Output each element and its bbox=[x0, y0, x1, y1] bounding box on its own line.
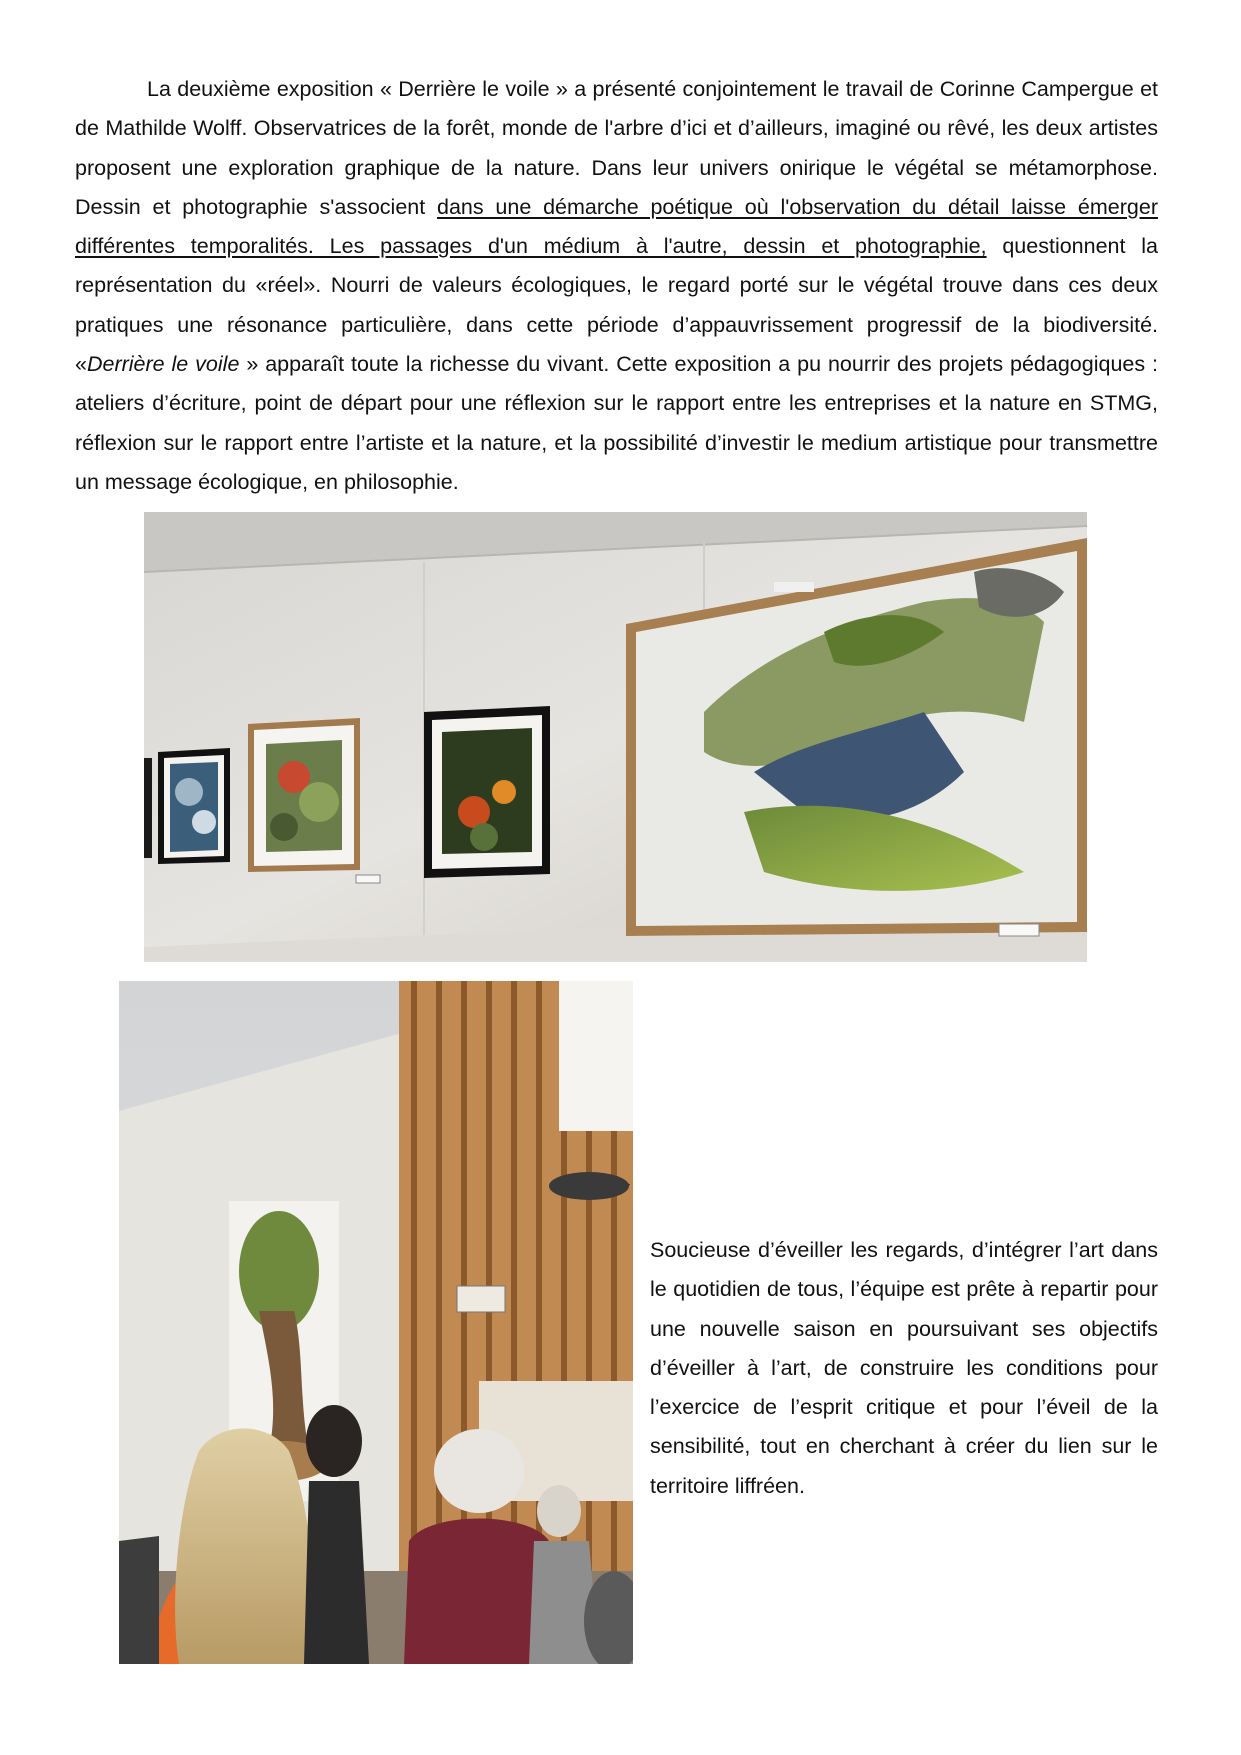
visitors-photo bbox=[119, 981, 633, 1664]
intro-text-1: La deuxième exposition « Derrière le voile » a présenté conjointement le travail de Corinne Campergue et de Mathilde Wolff. Observatrices de la forêt, monde de l'arbre d’ici et d’ailleurs, imaginé ou rêvé, les deux artistes proposent une exploration graphique de la nature. Dans leur univers onirique le végétal se métamorphose. Dessin et photographie s'associent bbox=[75, 77, 1158, 219]
intro-paragraph bbox=[75, 70, 1158, 502]
closing-paragraph: Soucieuse d’éveiller les regards, d’intégrer l’art dans le quotidien de tous, l’équipe est prête à repartir pour une nouvelle saison en poursuivant ses objectifs d’éveiller à l’art, de construire les conditions pour l’exercice de l’esprit critique et pour l’éveil de la sensibilité, tout en cherchant à créer du lien sur le territoire liffréen. bbox=[650, 1238, 1158, 1498]
intro-underlined-text: dans une démarche poétique où l'observation du détail laisse émerger différentes temporalités. Les passages d'un médium à l'autre, dessin et photographie, bbox=[75, 194, 1158, 259]
intro-text-2: questionnent la représentation du «réel». Nourri de valeurs écologiques, le regard porté sur le végétal trouve dans ces deux pratiques une résonance particulière, dans cette période d’appauvrissement progressif de la biodiversité. « bbox=[75, 234, 1159, 377]
gallery-photo bbox=[144, 512, 1087, 962]
intro-text-3: » apparaît toute la richesse du vivant. Cette exposition a pu nourrir des projets pédagogiques : ateliers d’écriture, point de départ pour une réflexion sur le rapport entre les entreprises et la nature en STMG, réflexion sur le rapport entre l’artiste et la nature, et la possibilité d’investir le medium artistique pour transmettre un message écologique, en philosophie. bbox=[75, 352, 1158, 494]
exhibition-title: Derrière le voile bbox=[86, 352, 240, 377]
